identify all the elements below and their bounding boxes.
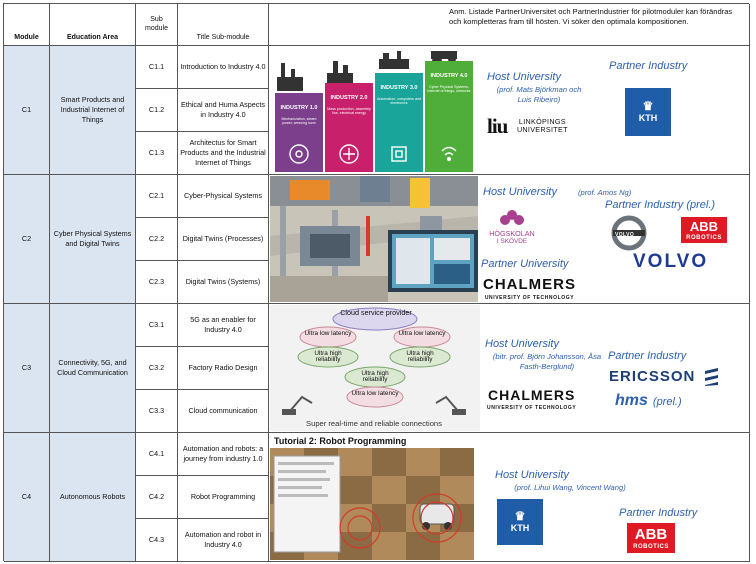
c2-partner-industry-title: Partner Industry (prel.) <box>605 199 716 211</box>
header-education-area: Education Area <box>50 4 136 46</box>
c4-abb-logo <box>627 523 675 553</box>
cloud-diagram-shapes <box>270 305 480 431</box>
industry-icons <box>271 47 476 173</box>
module-id: C3 <box>4 304 50 433</box>
kth-crown-icon: ♛ <box>514 508 526 523</box>
abb-logo-sub: ROBOTICS <box>633 544 669 550</box>
submodule-title: Robot Programming <box>178 476 269 519</box>
chalmers-logo-sub: UNIVERSITY OF TECHNOLOGY <box>487 404 577 411</box>
industry-1-desc: Mechanization, steam power, weaving loom <box>281 117 317 126</box>
submodule-title: Digital Twins (Processes) <box>178 218 269 261</box>
liu-mark-icon: liu <box>487 114 508 138</box>
abb-logo-sub: ROBOTICS <box>686 235 722 241</box>
submodule-title: 5G as an enabler for Industry 4.0 <box>178 304 269 347</box>
c1-host-people: (prof. Mats Björkman och Luis Ribeiro) <box>496 85 582 104</box>
abb-logo-text: ABB <box>634 526 668 543</box>
c2-partner-univ-title: Partner University <box>481 258 569 270</box>
connectivity-caption: Super real-time and reliable connections <box>306 419 442 428</box>
c3-partner-title: Partner Industry <box>608 350 687 362</box>
submodule-title: Architectus for Smart Products and the Industrial Internet of Things <box>178 132 269 175</box>
module-id: C1 <box>4 46 50 175</box>
c1-host-title: Host University <box>487 71 561 83</box>
module-table <box>3 3 749 561</box>
industry-2-desc: Mass production, assembly line, electrical energy <box>327 107 371 116</box>
submodule-id: C4.1 <box>136 433 178 476</box>
oval-label: Ultra low latency <box>304 330 352 337</box>
submodule-title: Introduction to Industry 4.0 <box>178 46 269 89</box>
his-logo-line1: HÖGSKOLAN <box>489 228 535 238</box>
cloud-provider-label: Cloud service provider <box>340 308 412 317</box>
c2-host-title: Host University <box>483 186 557 198</box>
volvo-wordmark: VOLVO <box>633 251 709 272</box>
submodule-id: C3.1 <box>136 304 178 347</box>
c3-partners-panel <box>269 304 750 433</box>
ericsson-mark-icon <box>703 368 719 386</box>
header-module: Module <box>4 4 50 46</box>
submodule-id: C1.2 <box>136 89 178 132</box>
industry-evolution-graphic <box>271 47 476 173</box>
c1-partners-panel <box>269 46 750 175</box>
submodule-title: Ethical and Huma Aspects in Industry 4.0 <box>178 89 269 132</box>
kth-logo-text: KTH <box>638 112 658 123</box>
submodule-id: C3.3 <box>136 390 178 433</box>
factory-simulation-image <box>270 176 478 302</box>
industry-3-label: INDUSTRY 3.0 <box>380 85 418 91</box>
c3-chalmers-logo <box>487 386 576 412</box>
hms-prel-note: (prel.) <box>652 396 682 408</box>
ericsson-logo-text: ERICSSON <box>609 368 696 385</box>
kth-logo <box>625 88 671 136</box>
his-flower-icon <box>498 209 526 227</box>
education-area: Smart Products and Industrial Internet of Things <box>50 46 136 175</box>
submodule-title: Digital Twins (Systems) <box>178 261 269 304</box>
chalmers-logo-text: CHALMERS <box>487 387 576 403</box>
oval-label: Ultra high reliability <box>361 370 389 384</box>
digital-twin-render <box>270 176 478 302</box>
robot-programming-screenshot <box>270 434 474 560</box>
c1-partner-title: Partner Industry <box>609 60 688 72</box>
submodule-id: C1.3 <box>136 132 178 175</box>
abb-logo-text: ABB <box>689 219 719 234</box>
submodule-title: Cloud communication <box>178 390 269 433</box>
c3-host-people: (bitr. prof. Björn Johansson, Åsa Fasth-Berglund) <box>492 352 602 371</box>
module-id: C2 <box>4 175 50 304</box>
ericsson-logo <box>609 367 719 387</box>
his-logo-line2: I SKÖVDE <box>496 237 528 245</box>
submodule-title: Automation and robot in Industry 4.0 <box>178 519 269 562</box>
volvo-badge-text: VOLVO <box>615 232 635 238</box>
submodule-title: Cyber-Physical Systems <box>178 175 269 218</box>
industry-2-label: INDUSTRY 2.0 <box>330 95 368 101</box>
industry-1-label: INDUSTRY 1.0 <box>280 105 318 111</box>
industry-3-desc: Automation, computers and electronics <box>377 97 421 106</box>
education-area: Autonomous Robots <box>50 433 136 562</box>
c4-partner-title: Partner Industry <box>619 507 698 519</box>
cloud-connectivity-diagram <box>270 305 480 431</box>
kth-logo-text: KTH <box>510 522 530 533</box>
module-id: C4 <box>4 433 50 562</box>
c2-partners-panel <box>269 175 750 304</box>
chalmers-logo-sub: UNIVERSITY OF TECHNOLOGY <box>484 295 575 302</box>
his-logo <box>486 209 538 251</box>
header-submodule: Sub module <box>136 4 178 46</box>
tutorial-title: Tutorial 2: Robot Programming <box>274 436 407 446</box>
education-area: Connectivity, 5G, and Cloud Communication <box>50 304 136 433</box>
robot-simulation-image <box>270 448 474 560</box>
hms-logo <box>615 390 682 412</box>
header-title-submodule: Title Sub-module <box>178 4 269 46</box>
c2-chalmers-logo <box>483 275 576 302</box>
hms-logo-text: hms <box>615 392 648 409</box>
industry-4-desc: Cyber Physical Systems, internet of things, networks <box>427 85 471 94</box>
submodule-title: Factory Radio Design <box>178 347 269 390</box>
submodule-id: C4.3 <box>136 519 178 562</box>
note-text: Anm. Listade PartnerUniversitet och PartnerIndustrier för pilotmoduler kan förändras och kompletteras fram till hösten. Vi söker den optimala kompositionen. <box>269 4 750 46</box>
kth-crown-icon: ♛ <box>642 98 654 113</box>
oval-label: Ultra high reliability <box>406 350 434 364</box>
c4-partners-panel <box>269 433 750 562</box>
c2-abb-logo <box>681 217 727 243</box>
liu-logo-text: LINKÖPINGS UNIVERSITET <box>516 117 568 135</box>
submodule-id: C2.3 <box>136 261 178 304</box>
submodule-title: Automation and robots: a journey from industry 1.0 <box>178 433 269 476</box>
c4-kth-logo <box>497 499 543 545</box>
submodule-id: C1.1 <box>136 46 178 89</box>
submodule-id: C4.2 <box>136 476 178 519</box>
submodule-id: C2.2 <box>136 218 178 261</box>
submodule-id: C3.2 <box>136 347 178 390</box>
education-area: Cyber Physical Systems and Digital Twins <box>50 175 136 304</box>
chalmers-logo-text: CHALMERS <box>483 276 576 293</box>
industry-4-label: INDUSTRY 4.0 <box>430 73 468 79</box>
c4-host-title: Host University <box>495 469 569 481</box>
c3-host-title: Host University <box>485 338 559 350</box>
oval-label: Ultra low latency <box>398 330 446 337</box>
submodule-id: C2.1 <box>136 175 178 218</box>
liu-logo <box>487 112 573 140</box>
oval-label: Ultra high reliability <box>314 350 342 364</box>
c4-host-people: (prof. Lihui Wang, Vincent Wang) <box>514 483 626 492</box>
oval-label: Ultra low latency <box>351 390 399 397</box>
c2-host-people: (prof. Amos Ng) <box>578 188 632 197</box>
